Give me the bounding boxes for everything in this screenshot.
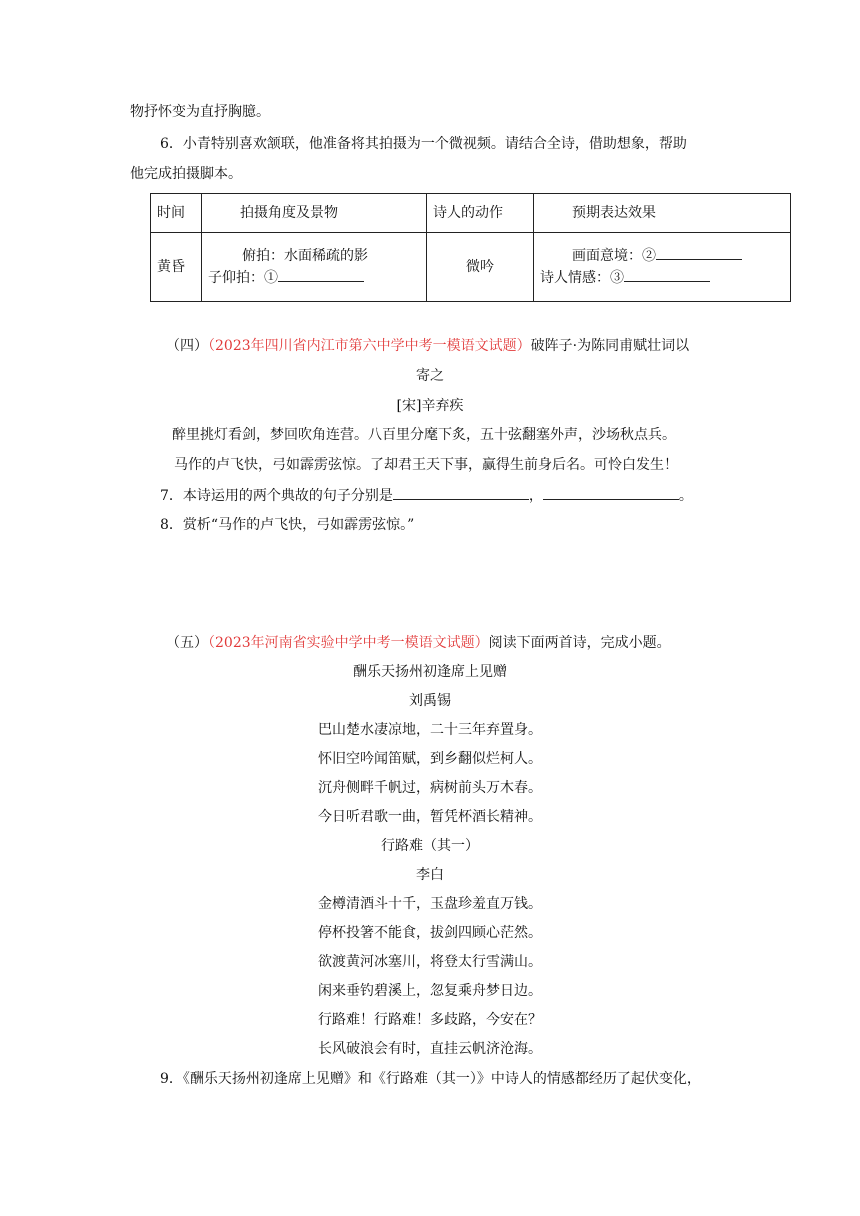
header-angle: 拍摄角度及景物 [202,194,427,233]
answer-blank-2[interactable] [656,245,742,260]
section-5-prefix: （五） [166,635,208,651]
question-7-comma: ， [528,488,543,504]
question-9: 9．《酬乐天扬州初逢席上见赠》和《行路难（其一）》中诗人的情感都经历了起伏变化， [160,1071,701,1087]
answer-blank-q7-a[interactable] [393,485,529,500]
question-6-line1: 6．小青特别喜欢颔联，他准备将其拍摄为一个微视频。请结合全诗，借助想象，帮助 [160,136,687,152]
section-4-heading [166,336,689,356]
question-6-line2: 他完成拍摄脚本。 [130,166,242,182]
section-5-source: （2023年河南省实验中学中考一模语文试题） [208,635,489,651]
cell-time: 黄昏 [151,233,202,302]
question-8: 8．赏析“马作的卢飞快，弓如霹雳弦惊。” [160,517,415,533]
answer-blank-1[interactable] [278,267,364,282]
section-4-poem-line1: 醉里挑灯看剑，梦回吹角连营。八百里分麾下炙，五十弦翻塞外声，沙场秋点兵。 [172,427,676,443]
poem-1-title: 酬乐天扬州初逢席上见赠 [353,664,507,680]
poem-2-line: 闲来垂钓碧溪上，忽复乘舟梦日边。 [318,983,542,999]
poem-1-line: 今日听君歌一曲，暂凭杯酒长精神。 [318,809,542,825]
answer-blank-q7-b[interactable] [543,485,679,500]
table-row [151,233,791,302]
continuation-text: 物抒怀变为直抒胸臆。 [130,104,270,120]
effect-line2-text: 诗人情感：③ [540,270,624,286]
section-4-title-part2: 寄之 [416,368,444,384]
angle-line1: 俯拍：水面稀疏的影 [242,248,368,264]
poem-2-line: 长风破浪会有时，直挂云帆济沧海。 [318,1041,542,1057]
poem-2-line: 停杯投箸不能食，拔剑四顾心茫然。 [318,925,542,941]
question-7-end: 。 [678,488,693,504]
question-7-text: 7．本诗运用的两个典故的句子分别是 [160,488,393,504]
poem-1-line: 巴山楚水凄凉地，二十三年弃置身。 [318,722,542,738]
poem-2-line: 行路难！行路难！多歧路，今安在？ [318,1012,542,1028]
poem-1-line: 怀旧空吟闻笛赋，到乡翻似烂柯人。 [318,751,542,767]
poem-1-line: 沉舟侧畔千帆过，病树前头万木春。 [318,780,542,796]
answer-blank-3[interactable] [624,267,710,282]
cell-effect [534,233,791,302]
shooting-script-table [150,193,791,302]
header-action: 诗人的动作 [427,194,534,233]
poem-2-author: 李白 [416,867,444,883]
poem-1-author: 刘禹锡 [409,693,451,709]
effect-line1-text: 画面意境：② [572,248,656,264]
header-effect: 预期表达效果 [534,194,791,233]
section-5-heading [166,633,671,653]
section-5-instruction: 阅读下面两首诗，完成小题。 [488,635,671,651]
cell-action: 微吟 [427,233,534,302]
poem-2-line: 金樽清酒斗十千，玉盘珍羞直万钱。 [318,896,542,912]
table-header-row [151,194,791,233]
poem-2-line: 欲渡黄河冰塞川，将登太行雪满山。 [318,954,542,970]
section-4-author: [宋]辛弃疾 [396,398,464,414]
header-time: 时间 [151,194,202,233]
cell-angle [202,233,427,302]
question-7 [160,485,693,506]
section-4-poem-line2: 马作的卢飞快，弓如霹雳弦惊。了却君王天下事，赢得生前身后名。可怜白发生！ [174,457,678,473]
angle-line2-text: 子仰拍：① [208,270,278,286]
angle-line2 [208,267,420,289]
poem-2-title: 行路难（其一） [381,838,479,854]
effect-line1 [540,245,784,267]
effect-line2 [540,267,784,289]
section-4-prefix: （四） [166,338,208,354]
section-4-source: （2023年四川省内江市第六中学中考一模语文试题） [208,338,531,354]
section-4-title-part1: 破阵子·为陈同甫赋壮词以 [530,338,690,354]
